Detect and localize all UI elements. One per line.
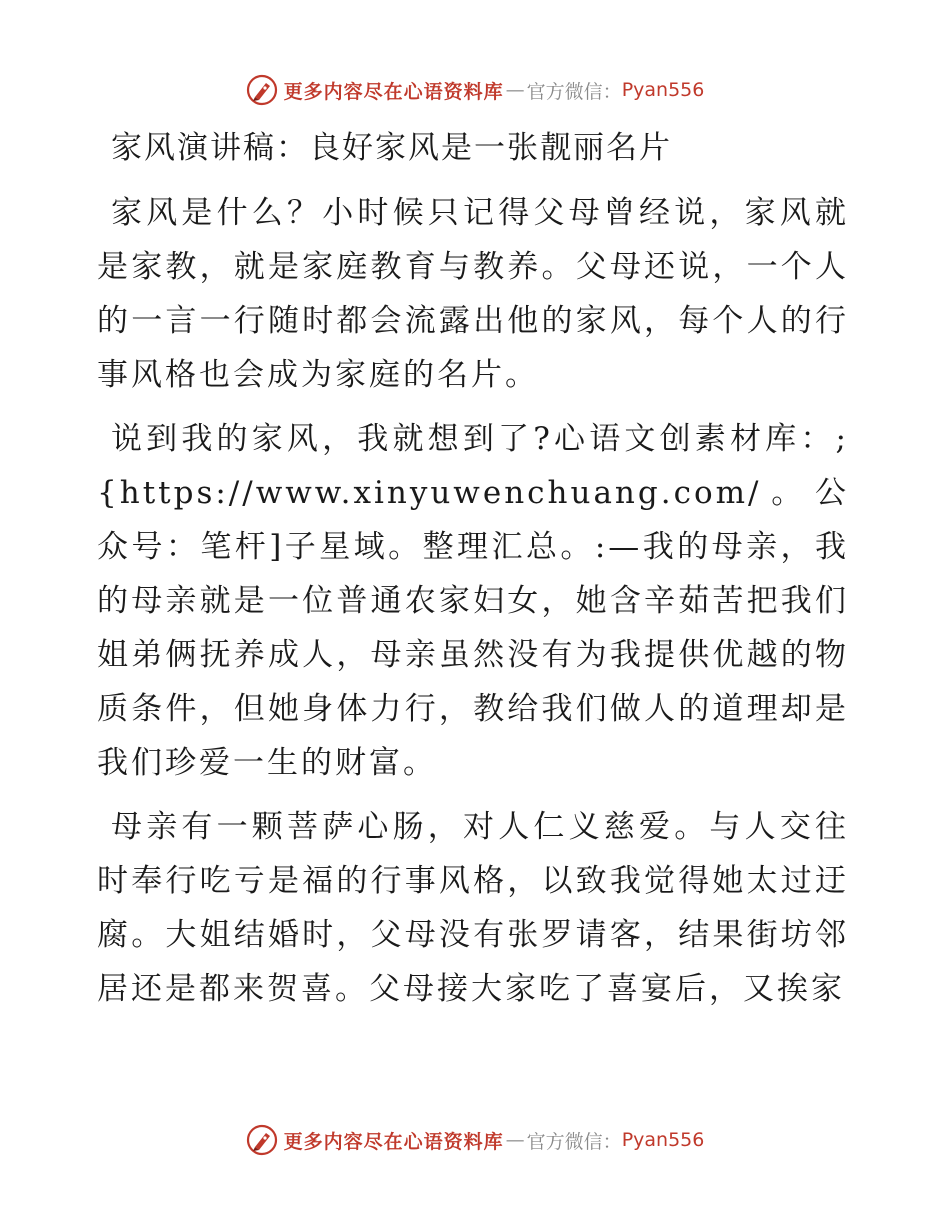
footer-banner bbox=[0, 1120, 950, 1160]
pen-nib-logo-icon bbox=[246, 1124, 278, 1156]
paragraph: 母亲有一颗菩萨心肠，对人仁义慈爱。与人交往时奉行吃亏是福的行事风格，以致我觉得她太过迂腐。大姐结婚时，父母没有张罗请客，结果街坊邻居还是都来贺喜。父母接大家吃了喜宴后，又挨家 bbox=[97, 809, 849, 1007]
banner-promo-text: 更多内容尽在心语资料库 bbox=[283, 80, 504, 103]
document-title: 家风演讲稿：良好家风是一张靓丽名片 bbox=[111, 130, 672, 166]
paragraph: 说到我的家风，我就想到了?心语文创素材库：;{https://www.xinyuwenchuang.com/。公众号：笔杆]子星域。整理汇总。:—我的母亲，我的母亲就是一位普通农家妇女，她含辛茹苦把我们姐弟俩抚养成人，母亲虽然没有为我提供优越的物质条件，但她身体力行，教给我们做人的道理却是我们珍爱一生的财富。 bbox=[97, 421, 849, 781]
banner-separator: — bbox=[505, 1129, 525, 1151]
banner-wechat-id: Pyan556 bbox=[621, 1129, 705, 1151]
banner-promo-text: 更多内容尽在心语资料库 bbox=[283, 1130, 504, 1153]
header-banner bbox=[0, 70, 950, 110]
banner-wechat-id: Pyan556 bbox=[621, 79, 705, 101]
banner-wechat-label: 官方微信： bbox=[526, 80, 622, 103]
document-body bbox=[97, 120, 849, 1026]
banner-wechat-label: 官方微信： bbox=[526, 1130, 622, 1153]
banner-separator: — bbox=[505, 79, 525, 101]
paragraph: 家风是什么？小时候只记得父母曾经说，家风就是家教，就是家庭教育与教养。父母还说，一个人的一言一行随时都会流露出他的家风，每个人的行事风格也会成为家庭的名片。 bbox=[97, 195, 849, 393]
pen-nib-logo-icon bbox=[246, 74, 278, 106]
